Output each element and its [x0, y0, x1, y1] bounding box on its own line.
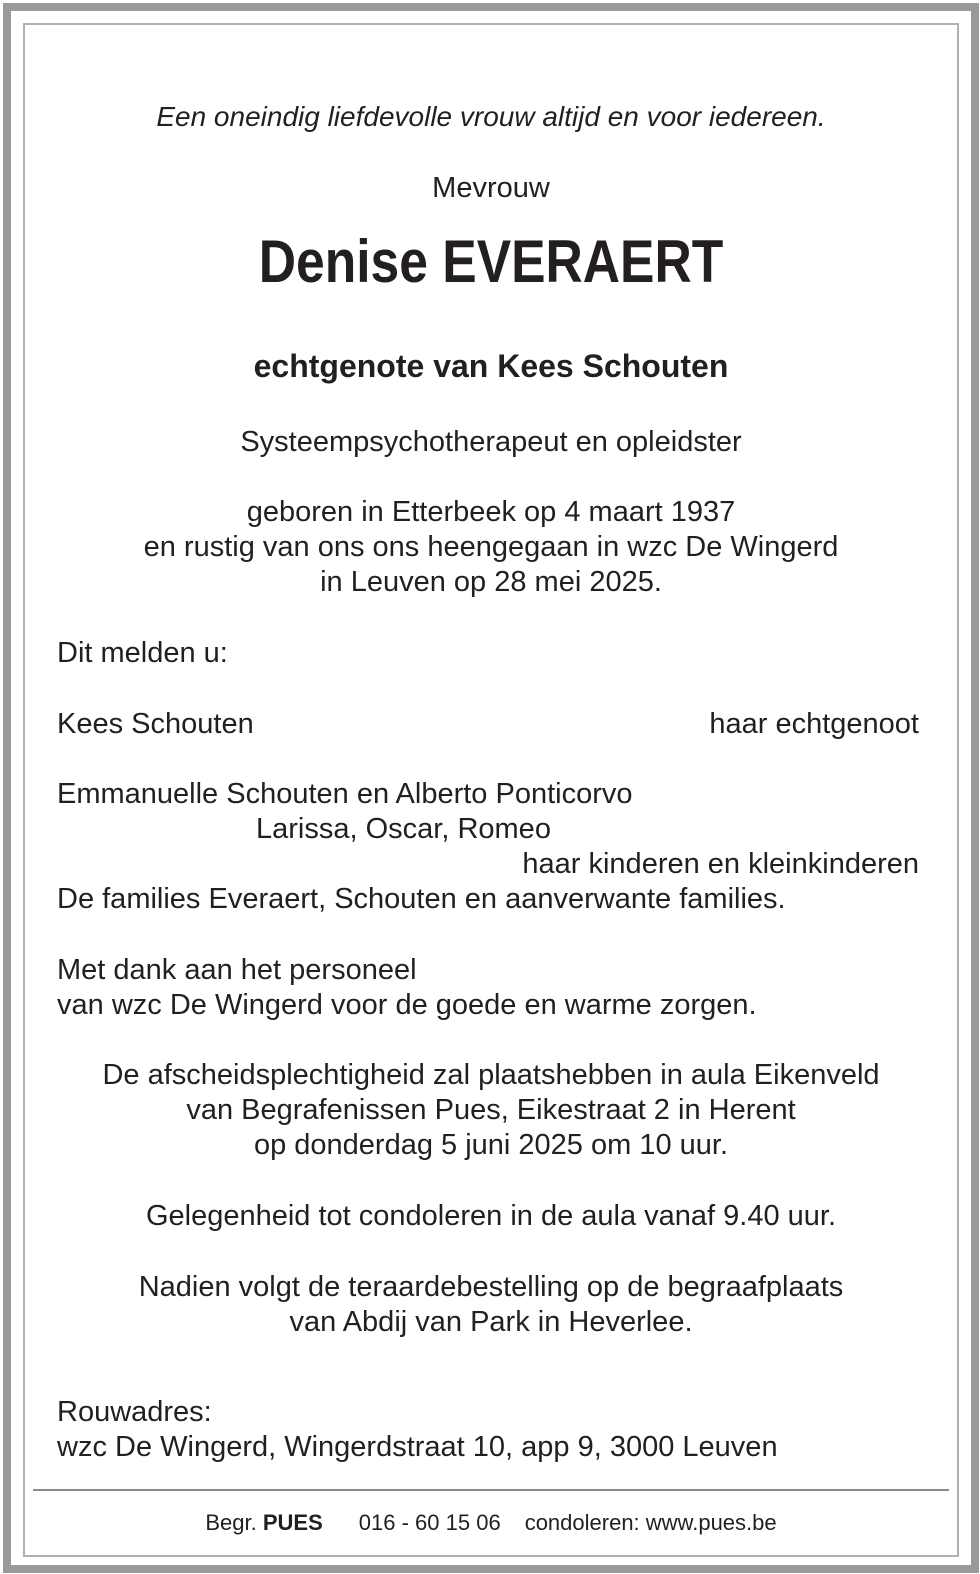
passing-line: en rustig van ons ons heengegaan in wzc De Wingerd — [143, 531, 839, 563]
children-relation: haar kinderen en kleinkinderen — [522, 848, 919, 880]
birth-line: geboren in Etterbeek op 4 maart 1937 — [246, 496, 736, 528]
footer — [25, 1509, 957, 1537]
ceremony-line-3: op donderdag 5 juni 2025 om 10 uur. — [253, 1129, 729, 1161]
announced-by: Dit melden u: — [57, 637, 228, 669]
deceased-name: Denise EVERAERT — [258, 228, 724, 295]
profession: Systeempsychotherapeut en opleidster — [240, 426, 742, 458]
footer-company: PUES — [262, 1510, 323, 1535]
passing-place-line: in Leuven op 28 mei 2025. — [320, 566, 662, 598]
burial-line-2: van Abdij van Park in Heverlee. — [289, 1306, 693, 1338]
children-names: Emmanuelle Schouten en Alberto Ponticorvo — [57, 778, 633, 810]
salutation: Mevrouw — [432, 172, 550, 204]
burial-line-1: Nadien volgt de teraardebestelling op de begraafplaats — [138, 1271, 844, 1303]
notice-inner-frame — [23, 23, 959, 1557]
husband-relation: haar echtgenoot — [709, 708, 919, 740]
families-line: De families Everaert, Schouten en aanverwante families. — [57, 883, 786, 915]
thanks-line-1: Met dank aan het personeel — [57, 954, 417, 986]
footer-prefix: Begr. — [205, 1510, 257, 1535]
grandchildren-names: Larissa, Oscar, Romeo — [256, 813, 551, 845]
ceremony-line-1: De afscheidsplechtigheid zal plaatshebben in aula Eikenveld — [102, 1059, 880, 1091]
condolences-line: Gelegenheid tot condoleren in de aula vanaf 9.40 uur. — [145, 1200, 837, 1232]
thanks-line-2: van wzc De Wingerd voor de goede en warme zorgen. — [57, 989, 757, 1021]
spouse-line: echtgenote van Kees Schouten — [253, 348, 729, 384]
ceremony-line-2: van Begrafenissen Pues, Eikestraat 2 in Herent — [186, 1094, 796, 1126]
footer-divider — [33, 1489, 949, 1491]
husband-name: Kees Schouten — [57, 708, 254, 740]
mourning-address-label: Rouwadres: — [57, 1396, 212, 1428]
footer-website[interactable]: condoleren: www.pues.be — [524, 1510, 777, 1535]
death-notice — [3, 3, 979, 1573]
footer-phone: 016 - 60 15 06 — [358, 1510, 501, 1535]
motto: Een oneindig liefdevolle vrouw altijd en voor iedereen. — [156, 101, 826, 132]
mourning-address: wzc De Wingerd, Wingerdstraat 10, app 9, 3000 Leuven — [57, 1431, 778, 1463]
